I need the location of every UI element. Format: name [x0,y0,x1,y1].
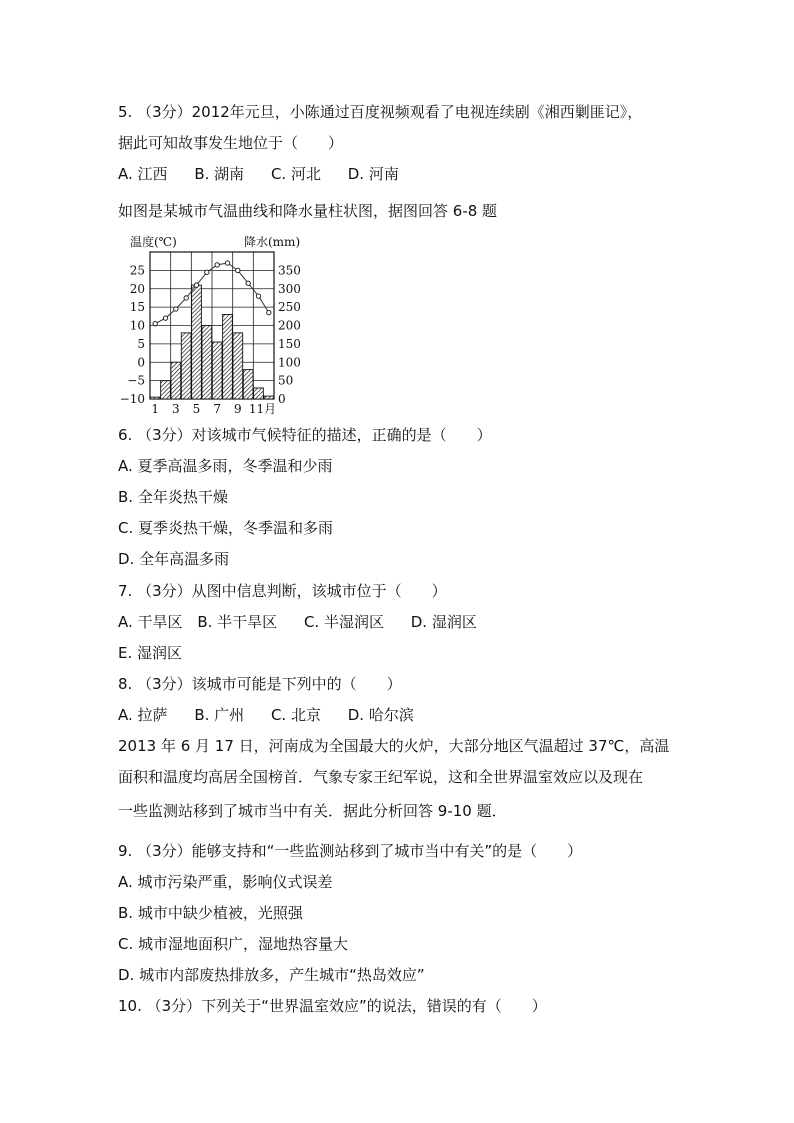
x-tick-label: 7 [213,402,221,416]
temperature-point [184,296,188,300]
q5-option-c[interactable]: C. 河北 [270,165,321,183]
q8-options [118,705,436,725]
right-tick-label: 200 [278,318,301,333]
left-tick-label: 25 [129,263,145,278]
right-tick-label: 350 [278,263,301,278]
right-tick-label: 0 [278,392,286,406]
x-tick-label: 3 [172,402,180,416]
left-tick-label: −10 [119,392,145,406]
q7-option-a[interactable]: A. 干旱区 [118,613,183,631]
left-tick-label: 10 [129,318,145,333]
temperature-point [256,294,260,298]
right-tick-label: 150 [278,336,301,351]
right-axis-label: 降水(mm) [244,235,301,249]
q9-stem: 9. （3分）能够支持和“一些监测站移到了城市当中有关”的是（ ） [118,842,583,860]
temperature-point [246,281,250,285]
precipitation-bar [192,285,202,399]
q7-options [118,612,499,632]
q5-stem: 5. （3分）2012年元旦，小陈通过百度视频观看了电视连续剧《湘西剿匪记》， [118,103,643,121]
q7-stem: 7. （3分）从图中信息判断，该城市位于（ ） [118,582,447,600]
precipitation-bar [202,326,212,400]
precipitation-bar [212,342,222,399]
left-tick-label: 0 [137,355,145,370]
q5-option-a[interactable]: A. 江西 [118,165,168,183]
temperature-point [163,316,167,320]
x-tick-label: 9 [234,402,242,416]
q8-option-b[interactable]: B. 广州 [194,706,245,724]
temperature-point [194,283,198,287]
temperature-point [174,307,178,311]
temperature-point [205,270,209,274]
q7-option-e[interactable]: E. 湿润区 [118,644,183,662]
precipitation-bar [264,396,274,399]
left-tick-label: 15 [129,300,145,315]
precipitation-bar [161,381,171,399]
temperature-point [215,263,219,267]
q9-option-c[interactable]: C. 城市湿地面积广，湿地热容量大 [118,935,349,953]
x-tick-label: 11月 [248,402,277,416]
left-tick-label: 5 [137,336,145,351]
q9-option-d[interactable]: D. 城市内部废热排放多，产生城市“热岛效应” [118,966,425,984]
q10-stem: 10. （3分）下列关于“世界温室效应”的说法，错误的有（ ） [118,997,547,1015]
precipitation-bar [150,397,160,399]
q8-stem: 8. （3分）该城市可能是下列中的（ ） [118,675,402,693]
right-tick-label: 300 [278,281,301,296]
left-tick-label: −5 [127,373,145,388]
q6-option-b[interactable]: B. 全年炎热干燥 [118,488,228,506]
q6-option-a[interactable]: A. 夏季高温多雨，冬季温和少雨 [118,457,333,475]
x-tick-label: 5 [192,402,201,416]
precipitation-bar [171,362,181,399]
intro-9-10-line2: 面积和温度均高居全国榜首．气象专家王纪军说，这和全世界温室效应以及现在 [118,768,644,786]
q7-option-b[interactable]: B. 半干旱区 [197,613,278,631]
q9-option-a[interactable]: A. 城市污染严重，影响仪式误差 [118,873,333,891]
intro-9-10-line3: 一些监测站移到了城市当中有关．据此分析回答 9-10 题． [118,802,507,820]
temperature-point [267,310,271,314]
left-axis-label: 温度(℃) [130,235,177,249]
climate-chart [116,228,316,420]
q8-option-c[interactable]: C. 北京 [270,706,321,724]
right-tick-label: 250 [278,300,301,315]
q6-option-d[interactable]: D. 全年高温多雨 [118,550,230,568]
precipitation-bar [233,333,243,399]
q6-stem: 6. （3分）对该城市气候特征的描述，正确的是（ ） [118,426,492,444]
q5-options [118,164,421,184]
temperature-point [236,268,240,272]
precipitation-bar [254,388,264,399]
q7-option-d[interactable]: D. 湿润区 [410,613,477,631]
left-tick-label: 20 [129,281,145,296]
q5-option-b[interactable]: B. 湖南 [194,165,245,183]
intro-6-8: 如图是某城市气温曲线和降水量柱状图，据图回答 6-8 题 [118,202,498,220]
q8-option-a[interactable]: A. 拉萨 [118,706,168,724]
intro-9-10-line1: 2013 年 6 月 17 日，河南成为全国最大的火炉，大部分地区气温超过 37℃，高温 [118,737,670,755]
q5-stem-cont: 据此可知故事发生地位于（ ） [118,134,344,152]
precipitation-bar [243,370,253,399]
temperature-point [153,321,157,325]
precipitation-bar [223,314,233,399]
right-tick-label: 50 [278,373,294,388]
q9-option-b[interactable]: B. 城市中缺少植被，光照强 [118,904,303,922]
right-tick-label: 100 [278,355,301,370]
q7-option-c[interactable]: C. 半湿润区 [303,613,384,631]
q6-option-c[interactable]: C. 夏季炎热干燥，冬季温和多雨 [118,519,334,537]
precipitation-bar [181,333,191,399]
x-tick-label: 1 [151,402,159,416]
q5-option-d[interactable]: D. 河南 [347,165,399,183]
temperature-point [225,261,229,265]
q8-option-d[interactable]: D. 哈尔滨 [347,706,414,724]
